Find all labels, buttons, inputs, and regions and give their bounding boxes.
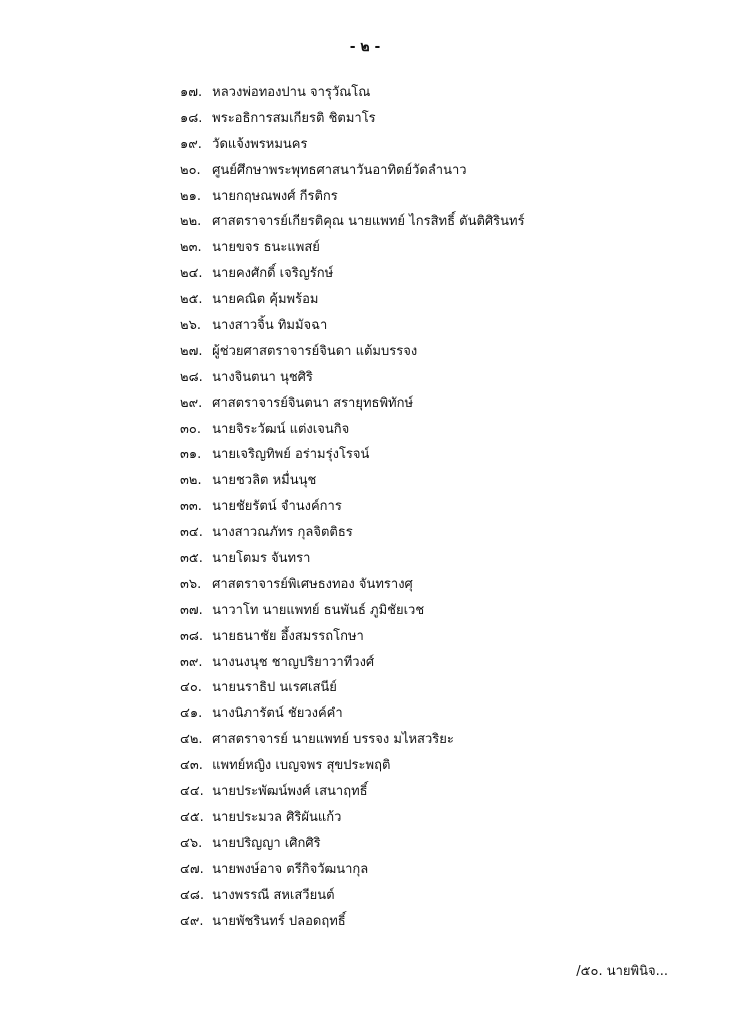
item-number: ๓๗. xyxy=(180,602,203,618)
list-item xyxy=(180,753,525,779)
list-item xyxy=(180,727,525,753)
item-name: นายประมวล ศิริผันแก้ว xyxy=(212,809,342,825)
list-item xyxy=(180,287,525,313)
page-number: - ๒ - xyxy=(349,39,381,55)
item-name: นายกฤษณพงศ์ กีรติกร xyxy=(212,188,338,204)
list-item xyxy=(180,365,525,391)
list-item xyxy=(180,520,525,546)
list-item xyxy=(180,235,525,261)
list-item xyxy=(180,209,525,235)
list-item xyxy=(180,675,525,701)
item-name: ศาสตราจารย์เกียรติคุณ นายแพทย์ ไกรสิทธิ์ ตันติศิรินทร์ xyxy=(212,214,525,230)
item-number: ๒๖. xyxy=(180,318,201,334)
item-number: ๓๕. xyxy=(180,551,203,567)
item-name: นายคณิต คุ้มพร้อม xyxy=(212,292,319,308)
list-item xyxy=(180,494,525,520)
item-number: ๔๑. xyxy=(180,706,203,722)
item-name: นายนราธิป นเรศเสนีย์ xyxy=(212,680,337,696)
item-number: ๑๙. xyxy=(180,136,202,152)
list-item xyxy=(180,80,525,106)
item-number: ๒๕. xyxy=(180,292,203,308)
list-item xyxy=(180,184,525,210)
item-number: ๒๑. xyxy=(180,188,201,204)
item-name: ศาสตราจารย์ นายแพทย์ บรรจง มไหสวริยะ xyxy=(212,732,454,748)
item-number: ๔๔. xyxy=(180,784,204,800)
list-item xyxy=(180,883,525,909)
item-number: ๓๘. xyxy=(180,628,204,644)
item-name: นายจิระวัฒน์ แต่งเจนกิจ xyxy=(212,421,350,437)
item-number: ๑๗. xyxy=(180,85,203,100)
item-name: หลวงพ่อทองปาน จารุวัณโณ xyxy=(212,85,371,100)
item-name: นายชวลิต หมื่นนุช xyxy=(212,473,317,489)
list-item xyxy=(180,831,525,857)
item-name: แพทย์หญิง เบญจพร สุขประพฤติ xyxy=(212,758,391,774)
item-name: นาวาโท นายแพทย์ ธนพันธ์ ภูมิชัยเวช xyxy=(212,602,425,618)
item-name: นายปริญญา เศิกศิริ xyxy=(212,835,321,851)
item-name: นายธนาชัย อึ้งสมรรถโกษา xyxy=(212,628,364,644)
item-number: ๔๗. xyxy=(180,861,204,877)
item-name: นายพงษ์อาจ ตรีกิจวัฒนากุล xyxy=(212,861,369,877)
list-item xyxy=(180,779,525,805)
item-name: นางพรรณี สหเสวียนต์ xyxy=(212,887,335,903)
list-item xyxy=(180,909,525,935)
item-name: นางสาวจิ้น ทิมมัจฉา xyxy=(212,318,328,334)
item-number: ๔๙. xyxy=(180,913,204,929)
list-item xyxy=(180,650,525,676)
name-list xyxy=(180,80,525,934)
item-number: ๔๓. xyxy=(180,758,203,774)
item-name: วัดแจ้งพรหมนคร xyxy=(212,136,308,152)
item-name: นางจินตนา นุชศิริ xyxy=(212,369,313,385)
list-item xyxy=(180,132,525,158)
item-name: นางนิภารัตน์ ชัยวงค์คำ xyxy=(212,706,343,722)
item-name: ศูนย์ศึกษาพระพุทธศาสนาวันอาทิตย์วัดลำนาว xyxy=(212,162,467,178)
item-name: นายชัยรัตน์ จำนงค์การ xyxy=(212,499,342,515)
list-item xyxy=(180,701,525,727)
item-name: นายขจร ธนะแพสย์ xyxy=(212,240,320,256)
list-item xyxy=(180,391,525,417)
list-item xyxy=(180,572,525,598)
list-item xyxy=(180,468,525,494)
item-number: ๔๕. xyxy=(180,809,204,825)
item-name: นายโตมร จันทรา xyxy=(212,551,311,567)
item-name: ศาสตราจารย์จินตนา สรายุทธพิทักษ์ xyxy=(212,395,414,411)
list-item xyxy=(180,261,525,287)
list-item xyxy=(180,158,525,184)
item-number: ๑๘. xyxy=(180,110,203,126)
item-number: ๔๒. xyxy=(180,732,203,748)
item-number: ๒๓. xyxy=(180,240,202,256)
item-number: ๒๘. xyxy=(180,369,203,385)
item-name: นายเจริญทิพย์ อร่ามรุ่งโรจน์ xyxy=(212,447,370,463)
item-number: ๓๐. xyxy=(180,421,201,437)
list-item xyxy=(180,339,525,365)
item-name: ผู้ช่วยศาสตราจารย์จินดา แต้มบรรจง xyxy=(212,343,418,359)
item-number: ๒๗. xyxy=(180,343,203,359)
item-number: ๓๔. xyxy=(180,525,203,541)
item-number: ๔๖. xyxy=(180,835,203,851)
item-number: ๓๑. xyxy=(180,447,202,463)
item-name: นางนงนุช ชาญปริยาวาทีวงศ์ xyxy=(212,654,375,670)
list-item xyxy=(180,106,525,132)
item-name: นายพัชรินทร์ ปลอดฤทธิ์ xyxy=(212,913,346,929)
list-item xyxy=(180,313,525,339)
item-number: ๒๙. xyxy=(180,395,203,411)
list-item xyxy=(180,546,525,572)
item-number: ๓๙. xyxy=(180,654,203,670)
item-name: นางสาวณภัทร กุลจิตติธร xyxy=(212,525,353,541)
item-number: ๔๘. xyxy=(180,887,205,903)
item-name: นายประพัฒน์พงศ์ เสนาฤทธิ์ xyxy=(212,784,368,800)
list-item xyxy=(180,805,525,831)
item-number: ๓๒. xyxy=(180,473,202,489)
continuation-note: /๕๐. นายพินิจ... xyxy=(576,964,668,979)
item-number: ๓๖. xyxy=(180,576,202,592)
item-number: ๒๒. xyxy=(180,214,202,230)
list-item xyxy=(180,417,525,443)
list-item xyxy=(180,624,525,650)
list-item xyxy=(180,857,525,883)
item-name: พระอธิการสมเกียรติ ชิตมาโร xyxy=(212,110,376,126)
item-number: ๒๐. xyxy=(180,162,201,178)
item-number: ๓๓. xyxy=(180,499,202,515)
item-name: ศาสตราจารย์พิเศษธงทอง จันทรางศุ xyxy=(212,576,413,592)
list-item xyxy=(180,442,525,468)
item-number: ๒๔. xyxy=(180,266,203,282)
item-name: นายคงศักดิ์ เจริญรักษ์ xyxy=(212,266,334,282)
list-item xyxy=(180,598,525,624)
item-number: ๔๐. xyxy=(180,680,202,696)
